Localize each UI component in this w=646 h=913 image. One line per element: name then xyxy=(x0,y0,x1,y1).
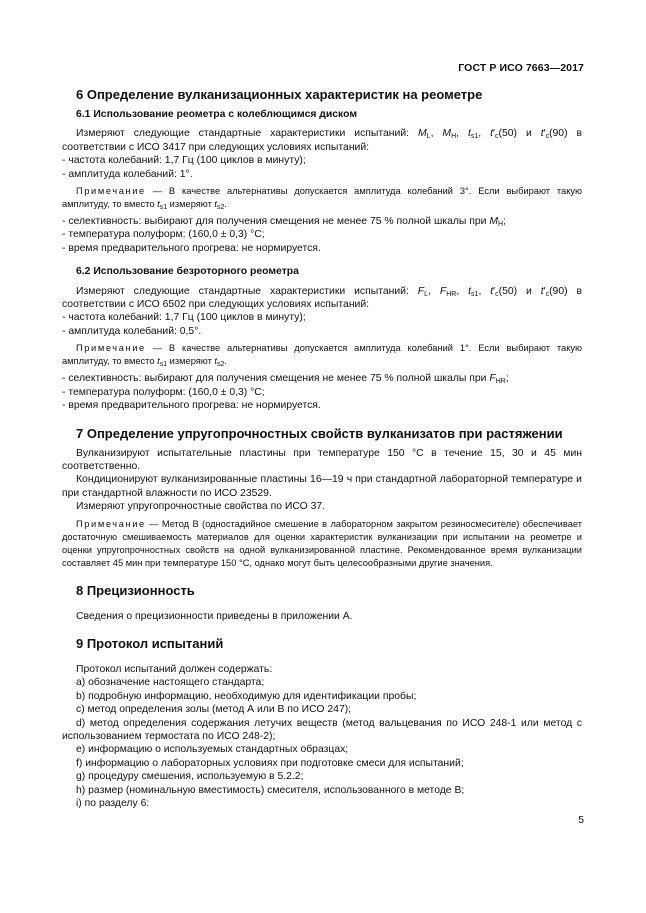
paragraph: Кондиционируют вулканизированные пластины 16—19 ч при стандартной лабораторной температуре и при стандартной влажности по ИСО 23529. xyxy=(62,474,582,499)
list-item: - температура полуформ: (160,0 ± 0,3) °С; xyxy=(62,229,265,241)
paragraph: Измеряют упругопрочностные свойства по ИСО 37. xyxy=(76,501,326,513)
paragraph: Сведения о прецизионности приведены в приложении А. xyxy=(76,610,353,622)
list-item: f) информацию о лабораторных условиях при подготовке смеси для испытаний; xyxy=(76,757,464,769)
list-item: - время предварительного прогрева: не нормируется. xyxy=(62,400,321,412)
note-6-2: Примечание — В качестве альтернативы допускается амплитуда колебаний 1°. Если выбирают такую амплитуду, то вместо $t_{s1}$ измеряют $t_{s2}$. xyxy=(62,343,582,369)
list-item: d) метод определения содержания летучих веществ (метод вальцевания по ИСО 248-1 или метод с использованием термостата по ИСО 248-2); xyxy=(62,717,582,742)
list-item: e) информацию о используемых стандартных образцах; xyxy=(76,744,349,756)
list-item: i) по разделу 6: xyxy=(76,798,150,809)
page-content xyxy=(62,86,582,810)
paragraph: Вулканизируют испытательные пластины при температуре 150 °С в течение 15, 30 и 45 мин соответственно. xyxy=(62,447,582,472)
paragraph: Протокол испытаний должен содержать: xyxy=(76,663,273,675)
list-item: - частота колебаний: 1,7 Гц (100 циклов в минуту); xyxy=(62,312,306,324)
list-item: - температура полуформ: (160,0 ± 0,3) °С; xyxy=(62,386,265,398)
section-6-title: 6 Определение вулканизационных характеристик на реометре xyxy=(76,87,483,102)
note-7: Примечание — Метод В (одностадийное смешение в лабораторном закрытом резиносмесителе) обеспечивает достаточную смешиваемость материалов для оценки характеристик вулканизации при испытании на реометре и оценки упругопрочностных свойств на одной вулканизированной пластине. Рекомендованное время вулканизации составляет 45 мин при температуре 150 °С, однако могут быть целесообразными другие значения. xyxy=(62,518,582,568)
list-item: - амплитуда колебаний: 0,5°. xyxy=(62,325,202,337)
list-item: - селективность: выбирают для получения смещения не менее 75 % полной шкалы при $M_H$; xyxy=(62,216,506,229)
standard-code: ГОСТ Р ИСО 7663—2017 xyxy=(458,62,584,74)
section-9-title: 9 Протокол испытаний xyxy=(76,635,224,651)
list-item: b) подробную информацию, необходимую для идентификации пробы; xyxy=(76,690,417,702)
list-item: a) обозначение настоящего стандарта; xyxy=(76,677,265,689)
section-6-1-intro: Измеряют следующие стандартные характеристики испытаний: $M_L$, $M_H$, $t_{s1}$, $t'_c(50)$ и $t'_c(90)$ в соответствии с ИСО 3417 при следующих условиях испытаний: xyxy=(62,128,583,153)
section-6-2-title: 6.2 Использование безроторного реометра xyxy=(76,266,299,278)
list-item: - селективность: выбирают для получения смещения не менее 75 % полной шкалы при $F_{HR}$; xyxy=(62,373,509,386)
section-8-title: 8 Прецизионность xyxy=(76,582,195,598)
list-item: - амплитуда колебаний: 1°. xyxy=(62,168,193,180)
list-item: c) метод определения золы (метод А или В по ИСО 247); xyxy=(76,704,352,716)
page-number: 5 xyxy=(578,815,584,826)
section-6-2-intro: Измеряют следующие стандартные характеристики испытаний: $F_L$, $F_{HR}$, $t_{s1}$, $t'_c(50)$ и $t'_c(90)$ в соответствии с ИСО 6502 при следующих условиях испытаний: xyxy=(62,285,582,311)
note-6-1: Примечание — В качестве альтернативы допускается амплитуда колебаний 3°. Если выбирают такую амплитуду, то вместо $t_{s1}$ измеряют $t_{s2}$. xyxy=(62,186,582,212)
section-7-title: 7 Определение упругопрочностных свойств вулканизатов при растяжении xyxy=(76,425,563,441)
list-item: g) процедуру смешения, используемую в 5.2.2; xyxy=(76,771,304,783)
list-item: - время предварительного прогрева: не нормируется. xyxy=(62,242,321,254)
section-6-1-title: 6.1 Использование реометра с колеблющимся диском xyxy=(76,109,358,120)
list-item: h) размер (номинальную вместимость) смесителя, использованного в методе В; xyxy=(76,784,465,796)
list-item: - частота колебаний: 1,7 Гц (100 циклов в минуту); xyxy=(62,155,306,167)
